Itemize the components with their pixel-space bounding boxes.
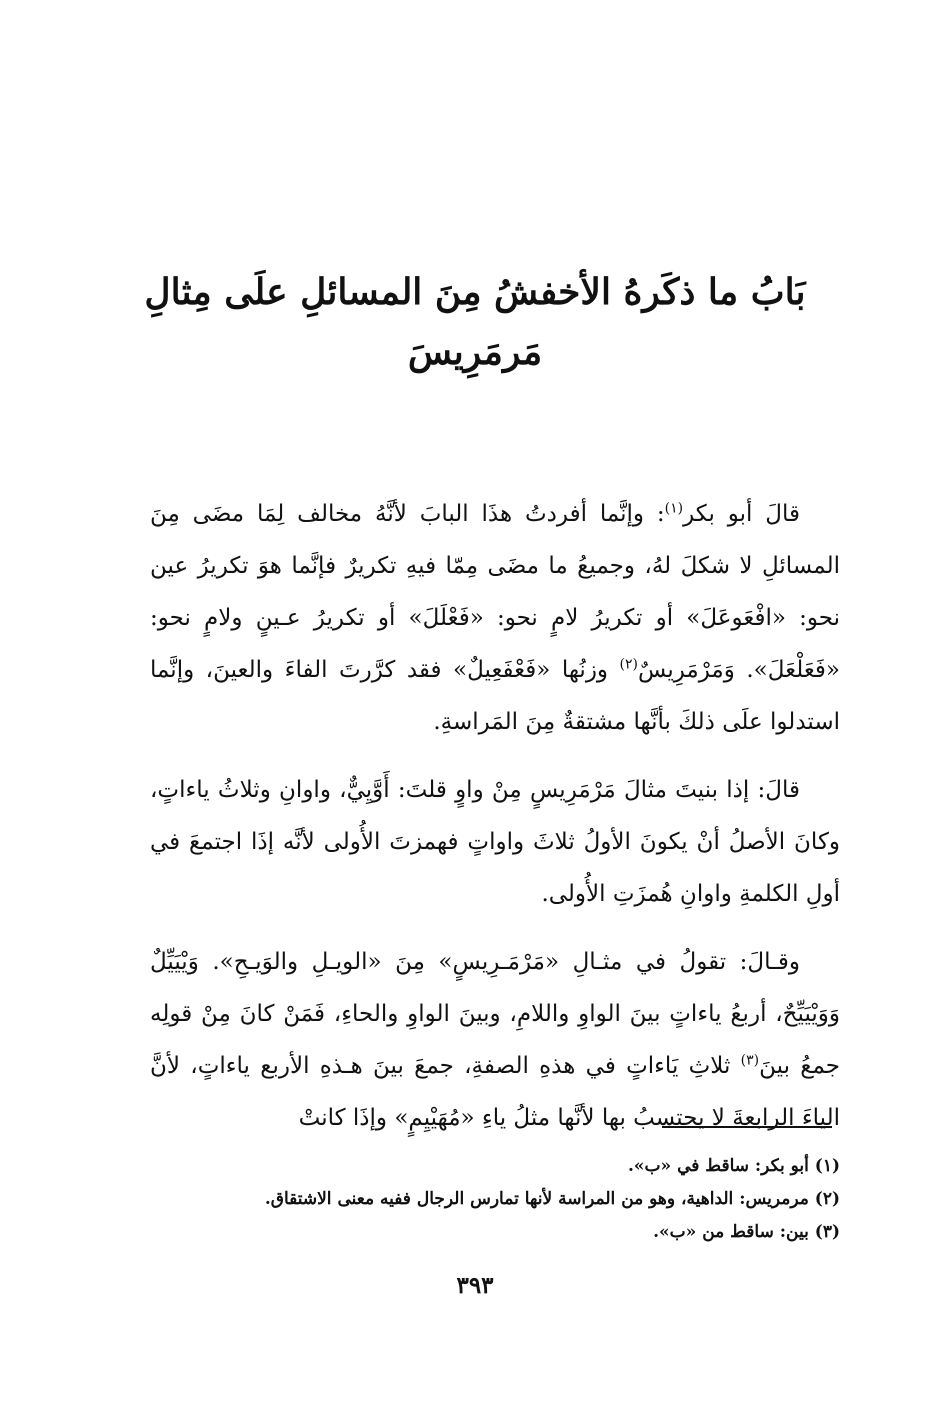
footnote-1: (١) أبو بكر: ساقط في «ب». bbox=[628, 1156, 840, 1176]
main-text bbox=[150, 488, 840, 1160]
page-number: ٣٩٣ bbox=[456, 1272, 494, 1299]
footnote-divider bbox=[662, 1126, 832, 1128]
text-segment: : وإنَّما أفردتُ هذَا البابَ لأنَّهُ مخالف لِمَا مضَى مِنَ المسائلِ لا شكلَ لهُ، وجميعُ ما مضَى مِمّا فيهِ تكريرٌ فإنَّما هوَ تكريرُ عين نحو: «افْعَوعَلَ» أو تكريرُ لامٍ نحو: «فَعْلَلَ» أو تكريرُ عـينٍ ولامٍ نحو: «فَعَلْعَلَ». وَمَرْمَرِيسٌ bbox=[150, 501, 841, 683]
footnote-marker-3: (٣) bbox=[740, 1052, 760, 1069]
text-segment: قالَ أبو بكر bbox=[683, 501, 800, 527]
text-segment: وزنُها «فَعْفَعِيلٌ» فقد كرَّرتَ الفاءَ والعينَ، وإنَّما استدلوا علَى ذلكَ بأنَّها مشتقةٌ مِنَ المَراسةِ. bbox=[150, 657, 840, 735]
footnote-3: (٣) بين: ساقط من «ب». bbox=[653, 1222, 840, 1242]
footnotes bbox=[150, 1150, 840, 1249]
paragraph-3 bbox=[150, 936, 840, 1144]
footnote-marker-2: (٢) bbox=[619, 656, 638, 673]
footnote-2: (٢) مرمريس: الداهية، وهو من المراسة لأنها تمارس الرجال ففيه معنى الاشتقاق. bbox=[264, 1189, 840, 1209]
chapter-title: بَابُ ما ذكَرهُ الأخفشُ مِنَ المسائلِ علَى مِثالِ مَرمَرِيسَ bbox=[144, 271, 806, 373]
paragraph-2 bbox=[150, 764, 840, 920]
footnote-marker-1: (١) bbox=[664, 500, 684, 517]
text-segment: ثلاثِ يَاءاتٍ في هذهِ الصفةِ، جمعَ بينَ هـذهِ الأربع ياءاتٍ، لأنَّ الياءَ الرابعةَ لا يحتسبُ بها لأنَّها مثلُ ياءِ «مُهَيْيِمٍ» وإذَا كانتْ bbox=[150, 1053, 840, 1131]
paragraph-1 bbox=[150, 488, 840, 748]
text-segment: وقـالَ: تقولُ في مثـالِ «مَرْمَـرِيسٍ» مِنَ «الويـلِ والوَيـحِ». وَيْيَيِّلٌ وَوَيْيَيِّحٌ، أربعُ ياءاتٍ بينَ الواوِ واللامِ، وبينَ الواوِ والحاءِ، فَمَنْ كانَ مِنْ قولِه جمعُ بينَ bbox=[150, 949, 840, 1079]
text-segment: قالَ: إذا بنيتَ مثالَ مَرْمَرِيسٍ مِنْ واوٍ قلتَ: أَوَّيِيٌّ، واوانِ وثلاثُ ياءاتٍ، وكانَ الأصلُ أنْ يكونَ الأولُ ثلاثَ واواتٍ فهمزتَ الأُولى لأنَّه إذَا اجتمعَ في أولِ الكلمةِ واوانِ هُمزَتِ الأُولى. bbox=[150, 777, 840, 907]
